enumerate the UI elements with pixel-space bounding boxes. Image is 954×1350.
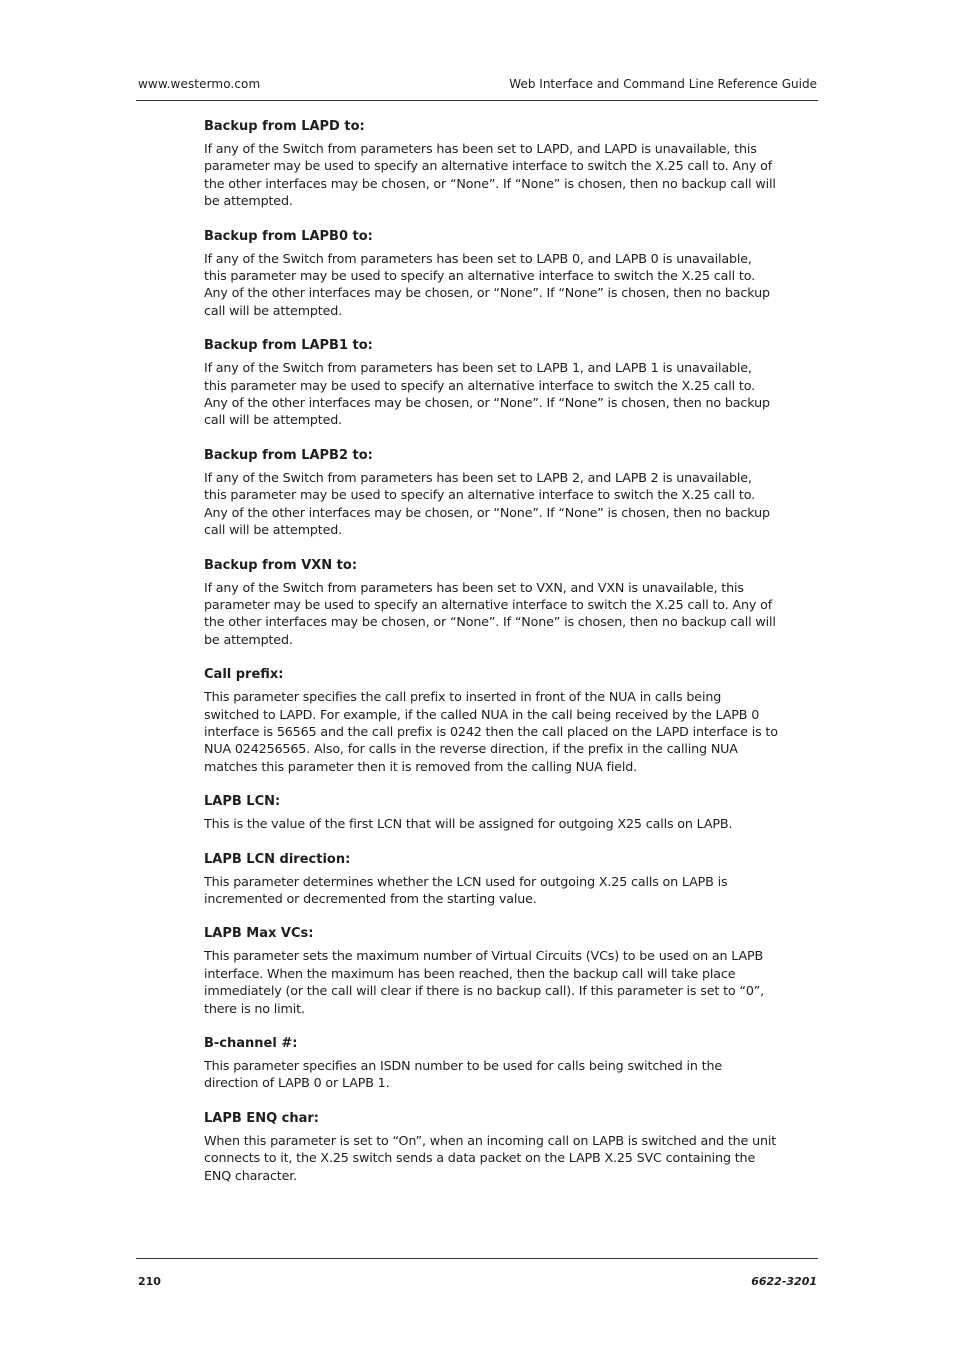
guide-title: Web Interface and Command Line Reference Guide xyxy=(509,77,817,91)
website-url: www.westermo.com xyxy=(138,77,261,91)
section-lapb-lcn xyxy=(204,793,778,832)
page-number: 210 xyxy=(138,1275,161,1288)
section-heading: Backup from VXN to: xyxy=(204,557,358,573)
section-body: If any of the Switch from parameters has been set to VXN, and VXN is unavailable, this parameter may be used to specify an alternative interface to switch the X.25 call to. Any of the other interfaces may be chosen, or “None”. If “None” is chosen, then no backup call will be attempted. xyxy=(204,579,776,647)
section-heading: LAPB LCN direction: xyxy=(204,851,351,867)
section-heading: LAPB LCN: xyxy=(204,794,281,810)
section-heading: B-channel #: xyxy=(204,1036,298,1051)
section-body: This parameter sets the maximum number of Virtual Circuits (VCs) to be used on an LAPB interface. When the maximum has been reached, then the backup call will take place immediately (or the call will clear if there is no backup call). If this parameter is set to “0”, there is no limit. xyxy=(204,948,765,1016)
section-backup-from-lapd xyxy=(204,118,778,210)
document-number: 6622-3201 xyxy=(751,1275,817,1288)
section-call-prefix xyxy=(204,666,778,775)
section-heading: Backup from LAPB2 to: xyxy=(204,447,373,463)
section-body: This parameter determines whether the LCN used for outgoing X.25 calls on LAPB is incremented or decremented from the starting value. xyxy=(204,873,728,906)
header-divider xyxy=(136,100,818,101)
section-heading: Backup from LAPD to: xyxy=(204,119,365,134)
section-heading: LAPB ENQ char: xyxy=(204,1110,319,1126)
section-body: If any of the Switch from parameters has been set to LAPB 0, and LAPB 0 is unavailable, this parameter may be used to specify an alternative interface to switch the X.25 call to. Any of the other interfaces may be chosen, or “None”. If “None” is chosen, then no backup call will be attempted. xyxy=(204,250,770,318)
section-backup-from-vxn xyxy=(204,557,778,649)
section-heading: LAPB Max VCs: xyxy=(204,926,314,942)
section-backup-from-lapb1 xyxy=(204,337,778,429)
section-body: This parameter specifies the call prefix to inserted in front of the NUA in calls being switched to LAPD. For example, if the called NUA in the call being received by the LAPB 0 interface is 56565 and the call prefix is 0242 then the call placed on the LAPD interface is to NUA 024256565. Also, for calls in the reverse direction, if the prefix in the calling NUA matches this parameter then it is removed from the calling NUA field. xyxy=(204,689,778,774)
section-backup-from-lapb0 xyxy=(204,228,778,320)
section-lapb-max-vcs xyxy=(204,925,778,1017)
section-heading: Backup from LAPB1 to: xyxy=(204,338,373,354)
section-backup-from-lapb2 xyxy=(204,447,778,539)
section-b-channel xyxy=(204,1035,778,1092)
section-body: When this parameter is set to “On”, when an incoming call on LAPB is switched and the unit connects to it, the X.25 switch sends a data packet on the LAPB X.25 SVC containing the ENQ character. xyxy=(204,1132,777,1183)
section-body: This parameter specifies an ISDN number to be used for calls being switched in the direction of LAPB 0 or LAPB 1. xyxy=(204,1058,723,1091)
section-heading: Backup from LAPB0 to: xyxy=(204,228,373,244)
section-lapb-enq-char xyxy=(204,1110,778,1184)
footer-divider xyxy=(136,1258,818,1259)
section-body: If any of the Switch from parameters has been set to LAPB 2, and LAPB 2 is unavailable, this parameter may be used to specify an alternative interface to switch the X.25 call to. Any of the other interfaces may be chosen, or “None”. If “None” is chosen, then no backup call will be attempted. xyxy=(204,469,770,538)
page-content xyxy=(204,118,778,1202)
section-body: This is the value of the first LCN that will be assigned for outgoing X25 calls on LAPB. xyxy=(204,816,733,832)
section-lapb-lcn-direction xyxy=(204,851,778,908)
section-heading: Call prefix: xyxy=(204,667,284,683)
section-body: If any of the Switch from parameters has been set to LAPB 1, and LAPB 1 is unavailable, this parameter may be used to specify an alternative interface to switch the X.25 call to. Any of the other interfaces may be chosen, or “None”. If “None” is chosen, then no backup call will be attempted. xyxy=(204,360,770,428)
section-body: If any of the Switch from parameters has been set to LAPD, and LAPD is unavailable, this parameter may be used to specify an alternative interface to switch the X.25 call to. Any of the other interfaces may be chosen, or “None”. If “None” is chosen, then no backup call will be attempted. xyxy=(204,141,776,209)
